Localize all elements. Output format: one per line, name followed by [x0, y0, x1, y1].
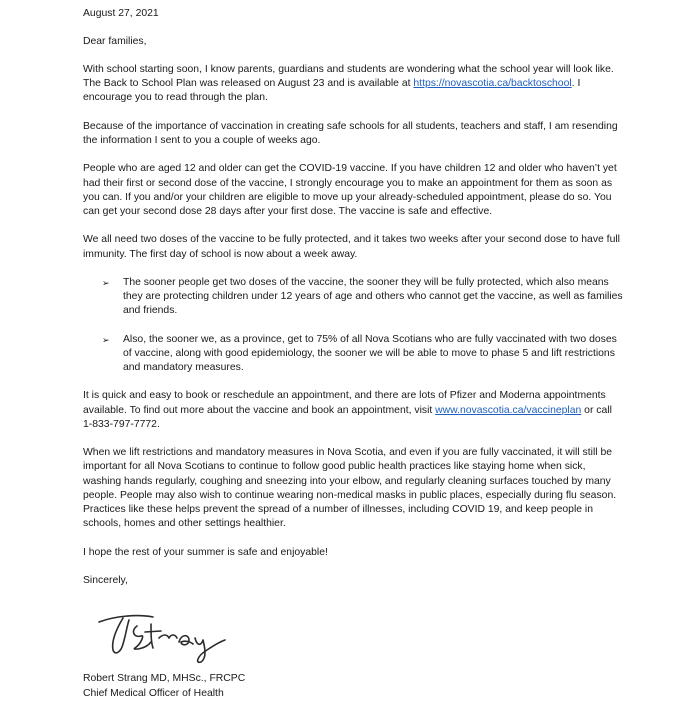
paragraph-back-to-school [83, 63, 623, 106]
list-item-text: Also, the sooner we, as a province, get to 75% of all Nova Scotians who are fully vaccinated with two doses of vaccine, along with good epidemiology, the sooner we will be able to move to phase 5 and lift restrictions and mandatory measures. [123, 333, 617, 374]
paragraph-text: It is quick and easy to book or reschedule an appointment, and there are lots of Pfizer and Moderna appointments available. To find out more about the vaccine and book an appointment, visit [83, 390, 606, 416]
paragraph-vaccination-importance: Because of the importance of vaccination in creating safe schools for all students, teachers and staff, I am resending the information I sent to you a couple of weeks ago. [83, 120, 618, 146]
paragraph-closing-wish: I hope the rest of your summer is safe and enjoyable! [83, 546, 328, 558]
paragraph-text: or call 1-833-797-7772. [83, 404, 612, 430]
list-item-text: The sooner people get two doses of the vaccine, the sooner they will be fully protected, which also means they are protecting children under 12 years of age and others who cannot get the vaccine, as well as families and friends. [123, 276, 623, 317]
closing: Sincerely, [83, 575, 128, 587]
arrow-bullet-icon: ➢ [102, 334, 110, 345]
paragraph-vaccine-eligibility: People who are aged 12 and older can get the COVID-19 vaccine. If you have children 12 and older who haven’t yet had their first or second dose of the vaccine, I strongly encourage you to make an appointment for them as soon as you can. If you and/or your children are eligible to move up your already-scheduled appointment, please do so. You can get your second dose 28 days after your first dose. The vaccine is safe and effective. [83, 163, 617, 217]
signer-name: Robert Strang MD, MHSc., FRCPC [83, 673, 246, 685]
signer-title: Chief Medical Officer of Health [83, 687, 224, 699]
vaccine-plan-link[interactable]: www.novascotia.ca/vaccineplan [435, 404, 582, 416]
list-item [83, 333, 623, 376]
paragraph-text: . I encourage you to read through the plan. [83, 78, 581, 104]
paragraph-text: With school starting soon, I know parents, guardians and students are wondering what the school year will look like. The Back to School Plan was released on August 23 and is available at [83, 63, 614, 90]
signature [83, 600, 623, 670]
handwritten-signature-icon [93, 600, 263, 666]
back-to-school-link[interactable]: https://novascotia.ca/backtoschool [413, 78, 572, 90]
list-item [83, 276, 623, 319]
arrow-bullet-icon: ➢ [102, 277, 110, 288]
letter-date: August 27, 2021 [83, 8, 159, 19]
paragraph-public-health-practices: When we lift restrictions and mandatory measures in Nova Scotia, and even if you are fully vaccinated, it will still be important for all Nova Scotians to continue to follow good public health practices like staying home when sick, washing hands regularly, coughing and sneezing into your elbow, and regularly cleaning surfaces touched by many people. People may also wish to continue wearing non-medical masks in public places, especially during flu season. Practices like these helps prevent the spread of a number of illnesses, including COVID 19, and keep people in schools, homes and other settings healthier. [83, 447, 617, 530]
letter-page [83, 7, 623, 701]
salutation: Dear families, [83, 36, 147, 48]
paragraph-two-doses: We all need two doses of the vaccine to be fully protected, and it takes two weeks after your second dose to have full immunity. The first day of school is now about a week away. [83, 234, 620, 260]
paragraph-book-appointment [83, 389, 623, 432]
bullet-list [83, 276, 623, 375]
